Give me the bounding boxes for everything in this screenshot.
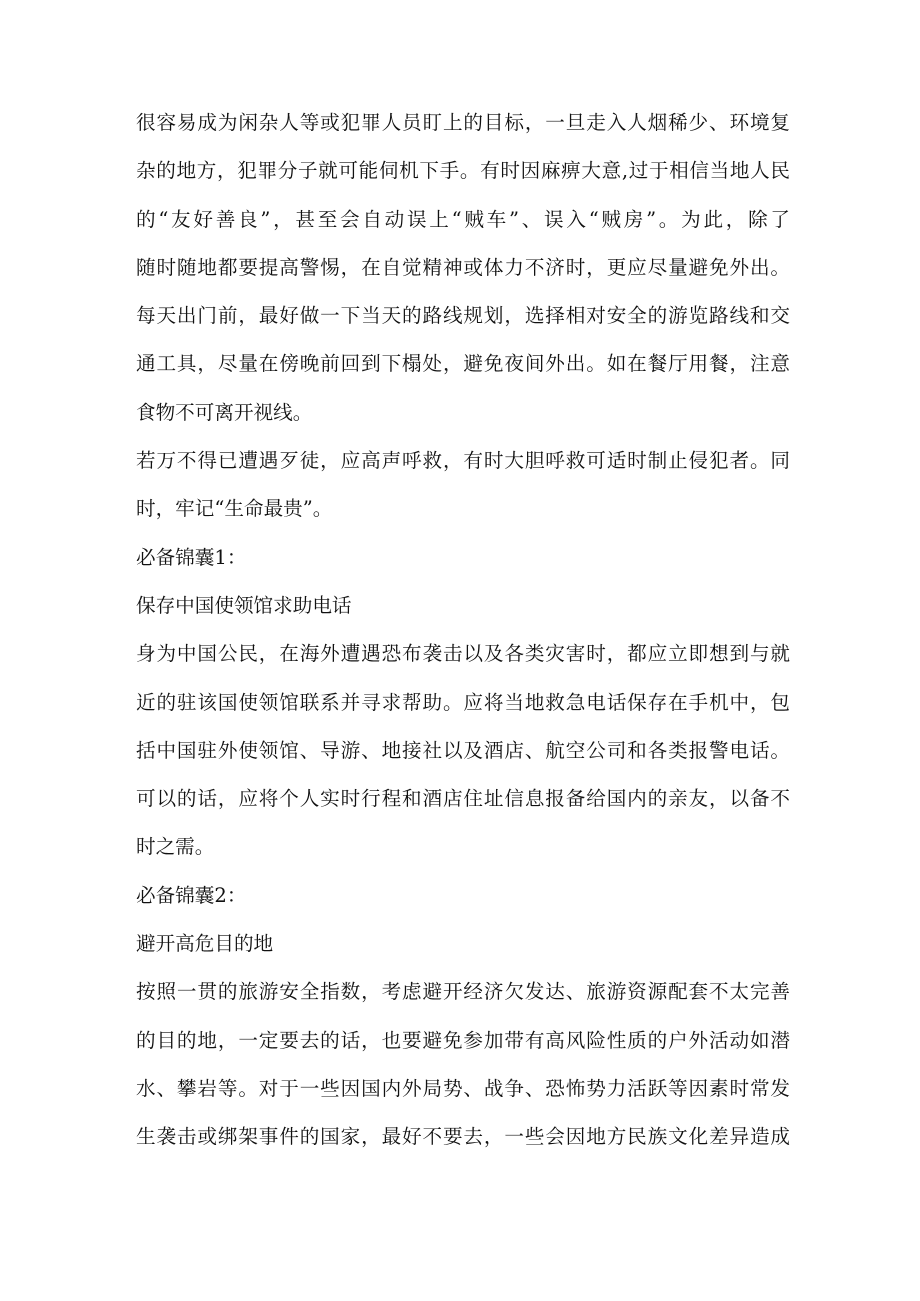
text-line: 通工具，尽量在傍晚前回到下榻处，避免夜间外出。如在餐厅用餐，注意 bbox=[136, 352, 790, 376]
text-line: 杂的地方，犯罪分子就可能伺机下手。有时因麻痹大意,过于相信当地人民 bbox=[136, 159, 790, 183]
text-line: 生袭击或绑架事件的国家，最好不要去，一些会因地方民族文化差异造成 bbox=[136, 1125, 790, 1149]
text-line: 保存中国使领馆求助电话 bbox=[136, 593, 352, 617]
text-line: 水、攀岩等。对于一些因国内外局势、战争、恐怖势力活跃等因素时常发 bbox=[136, 1076, 790, 1100]
text-line: 时之需。 bbox=[136, 835, 215, 859]
text-line: 避开高危目的地 bbox=[136, 932, 274, 956]
text-line: 时，牢记“生命最贵”。 bbox=[136, 497, 333, 521]
text-line: 近的驻该国使领馆联系并寻求帮助。应将当地救急电话保存在手机中，包 bbox=[136, 690, 790, 714]
text-line: 括中国驻外使领馆、导游、地接社以及酒店、航空公司和各类报警电话。 bbox=[136, 738, 790, 762]
text-line: 按照一贯的旅游安全指数，考虑避开经济欠发达、旅游资源配套不太完善 bbox=[136, 980, 790, 1004]
text-line: 身为中国公民，在海外遭遇恐布袭击以及各类灾害时，都应立即想到与就 bbox=[136, 642, 790, 666]
text-line: 的目的地，一定要去的话，也要避免参加带有高风险性质的户外活动如潜 bbox=[136, 1028, 790, 1052]
text-line: 的“友好善良”，甚至会自动误上“贼车”、误入“贼房”。为此，除了 bbox=[136, 207, 790, 231]
document-body bbox=[136, 99, 790, 1162]
text-line: 可以的话，应将个人实时行程和酒店住址信息报备给国内的亲友，以备不 bbox=[136, 787, 790, 811]
text-line: 很容易成为闲杂人等或犯罪人员盯上的目标，一旦走入人烟稀少、环境复 bbox=[136, 111, 790, 134]
text-line: 必备锦囊1： bbox=[136, 545, 247, 569]
text-line: 食物不可离开视线。 bbox=[136, 400, 313, 424]
text-line: 若万不得已遭遇歹徒，应高声呼救，有时大胆呼救可适时制止侵犯者。同 bbox=[136, 449, 790, 473]
text-line: 随时随地都要提高警惕，在自觉精神或体力不济时，更应尽量避免外出。 bbox=[136, 255, 790, 279]
text-line: 每天出门前，最好做一下当天的路线规划，选择相对安全的游览路线和交 bbox=[136, 304, 790, 328]
text-line: 必备锦囊2： bbox=[136, 883, 247, 907]
